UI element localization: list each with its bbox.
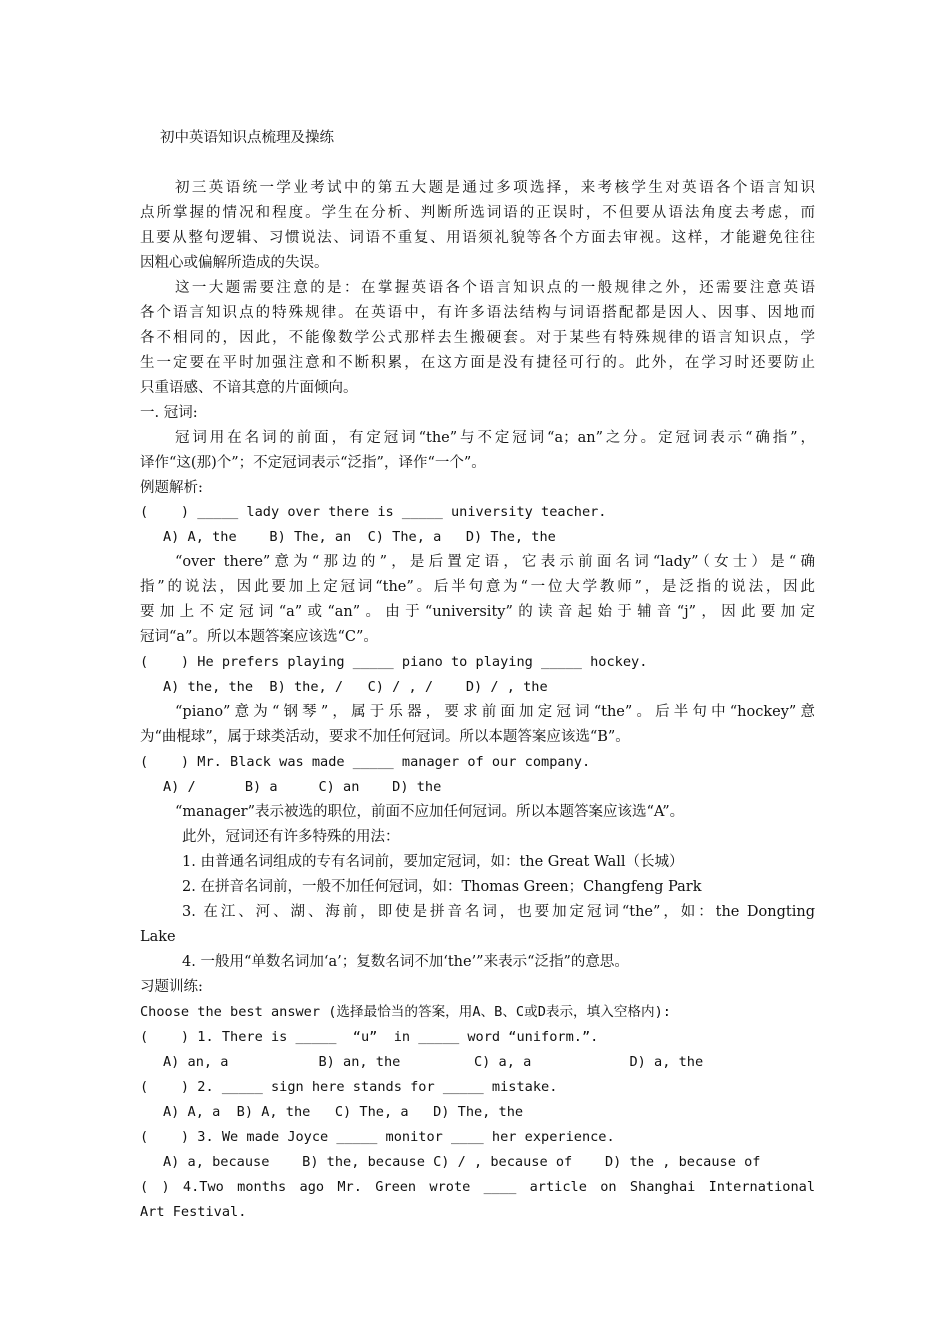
example-explanation: 指”的说法，因此要加上定冠词“the”。后半句意为“一位大学教师”，是泛指的说法，因此 <box>140 579 815 595</box>
special-usage-item: Lake <box>140 929 176 945</box>
example-explanation: 为“曲棍球”，属于球类活动，要求不加任何冠词。所以本题答案应该选“B”。 <box>140 729 630 745</box>
intro-line: 只重语感、不谙其意的片面倾向。 <box>140 380 358 396</box>
example-explanation: “piano”意为“钢琴”，属于乐器，要求前面加定冠词“the”。后半句中“hockey”意 <box>175 704 815 720</box>
practice-question: ( ) 1. There is _____ “u” in _____ word “uniform.”. <box>140 1029 599 1045</box>
special-usage-intro: 此外，冠词还有许多特殊的用法： <box>182 829 400 845</box>
intro-line: 这一大题需要注意的是：在掌握英语各个语言知识点的一般规律之外，还需要注意英语 <box>175 280 815 296</box>
example-explanation: 要加上不定冠词“a”或“an”。由于“university”的读音起始于辅音“j”，因此要加定 <box>140 604 815 620</box>
intro-line: 初三英语统一学业考试中的第五大题是通过多项选择，来考核学生对英语各个语言知识 <box>175 180 815 196</box>
section-heading: 一. 冠词: <box>140 405 198 421</box>
practice-options: A) a, because B) the, because C) / , because of D) the , because of <box>163 1154 761 1170</box>
practice-question: ( ) 4.Two months ago Mr. Green wrote ____ article on Shanghai International <box>140 1179 815 1195</box>
example-options: A) the, the B) the, / C) / , / D) / , the <box>163 679 548 695</box>
special-usage-item: 2. 在拼音名词前，一般不加任何冠词，如：Thomas Green；Changfeng Park <box>182 879 702 895</box>
intro-line: 因粗心或偏解所造成的失误。 <box>140 255 329 271</box>
intro-line: 各个语言知识点的特殊规律。在英语中，有许多语法结构与词语搭配都是因人、因事、因地而 <box>140 305 815 321</box>
example-explanation: “manager”表示被选的职位，前面不应加任何冠词。所以本题答案应该选“A”。 <box>175 804 685 820</box>
special-usage-item: 3. 在江、河、湖、海前，即使是拼音名词，也要加定冠词“the”，如：the Dongting <box>182 904 815 920</box>
practice-heading: 习题训练: <box>140 979 203 995</box>
practice-question-continued: Art Festival. <box>140 1204 247 1220</box>
example-question: ( ) _____ lady over there is _____ university teacher. <box>140 504 607 520</box>
intro-line: 且要从整句逻辑、习惯说法、词语不重复、用语须礼貌等各个方面去审视。这样，才能避免往往 <box>140 230 815 246</box>
section-intro-line: 冠词用在名词的前面，有定冠词“the”与不定冠词“a；an”之分。定冠词表示“确指”， <box>175 430 815 446</box>
intro-line: 生一定要在平时加强注意和不断积累，在这方面是没有捷径可行的。此外，在学习时还要防止 <box>140 355 815 371</box>
document-title: 初中英语知识点梳理及操练 <box>160 130 334 146</box>
intro-line: 点所掌握的情况和程度。学生在分析、判断所选词语的正误时，不但要从语法角度去考虑，而 <box>140 205 815 221</box>
example-options: A) / B) a C) an D) the <box>163 779 442 795</box>
example-options: A) A, the B) The, an C) The, a D) The, the <box>163 529 556 545</box>
practice-question: ( ) 3. We made Joyce _____ monitor ____ her experience. <box>140 1129 615 1145</box>
intro-line: 各不相同的，因此，不能像数学公式那样去生搬硬套。对于某些有特殊规律的语言知识点，学 <box>140 330 815 346</box>
practice-question: ( ) 2. _____ sign here stands for _____ mistake. <box>140 1079 558 1095</box>
example-explanation: “over there”意为“那边的”，是后置定语，它表示前面名词“lady”（女士）是“确 <box>175 554 815 570</box>
special-usage-item: 1. 由普通名词组成的专有名词前，要加定冠词，如：the Great Wall（长城） <box>182 854 684 870</box>
practice-options: A) A, a B) A, the C) The, a D) The, the <box>163 1104 524 1120</box>
section-intro-line: 译作“这(那)个”；不定冠词表示“泛指”，译作“一个”。 <box>140 455 486 471</box>
practice-options: A) an, a B) an, the C) a, a D) a, the <box>163 1054 704 1070</box>
examples-heading: 例题解析: <box>140 480 203 496</box>
example-question: ( ) Mr. Black was made _____ manager of our company. <box>140 754 591 770</box>
practice-instruction: Choose the best answer (选择最恰当的答案，用A、B、C或D表示，填入空格内): <box>140 1004 671 1020</box>
example-explanation: 冠词“a”。所以本题答案应该选“C”。 <box>140 629 378 645</box>
example-question: ( ) He prefers playing _____ piano to playing _____ hockey. <box>140 654 648 670</box>
special-usage-item: 4. 一般用“单数名词加‘a’；复数名词不加‘the’”来表示“泛指”的意思。 <box>182 954 629 970</box>
